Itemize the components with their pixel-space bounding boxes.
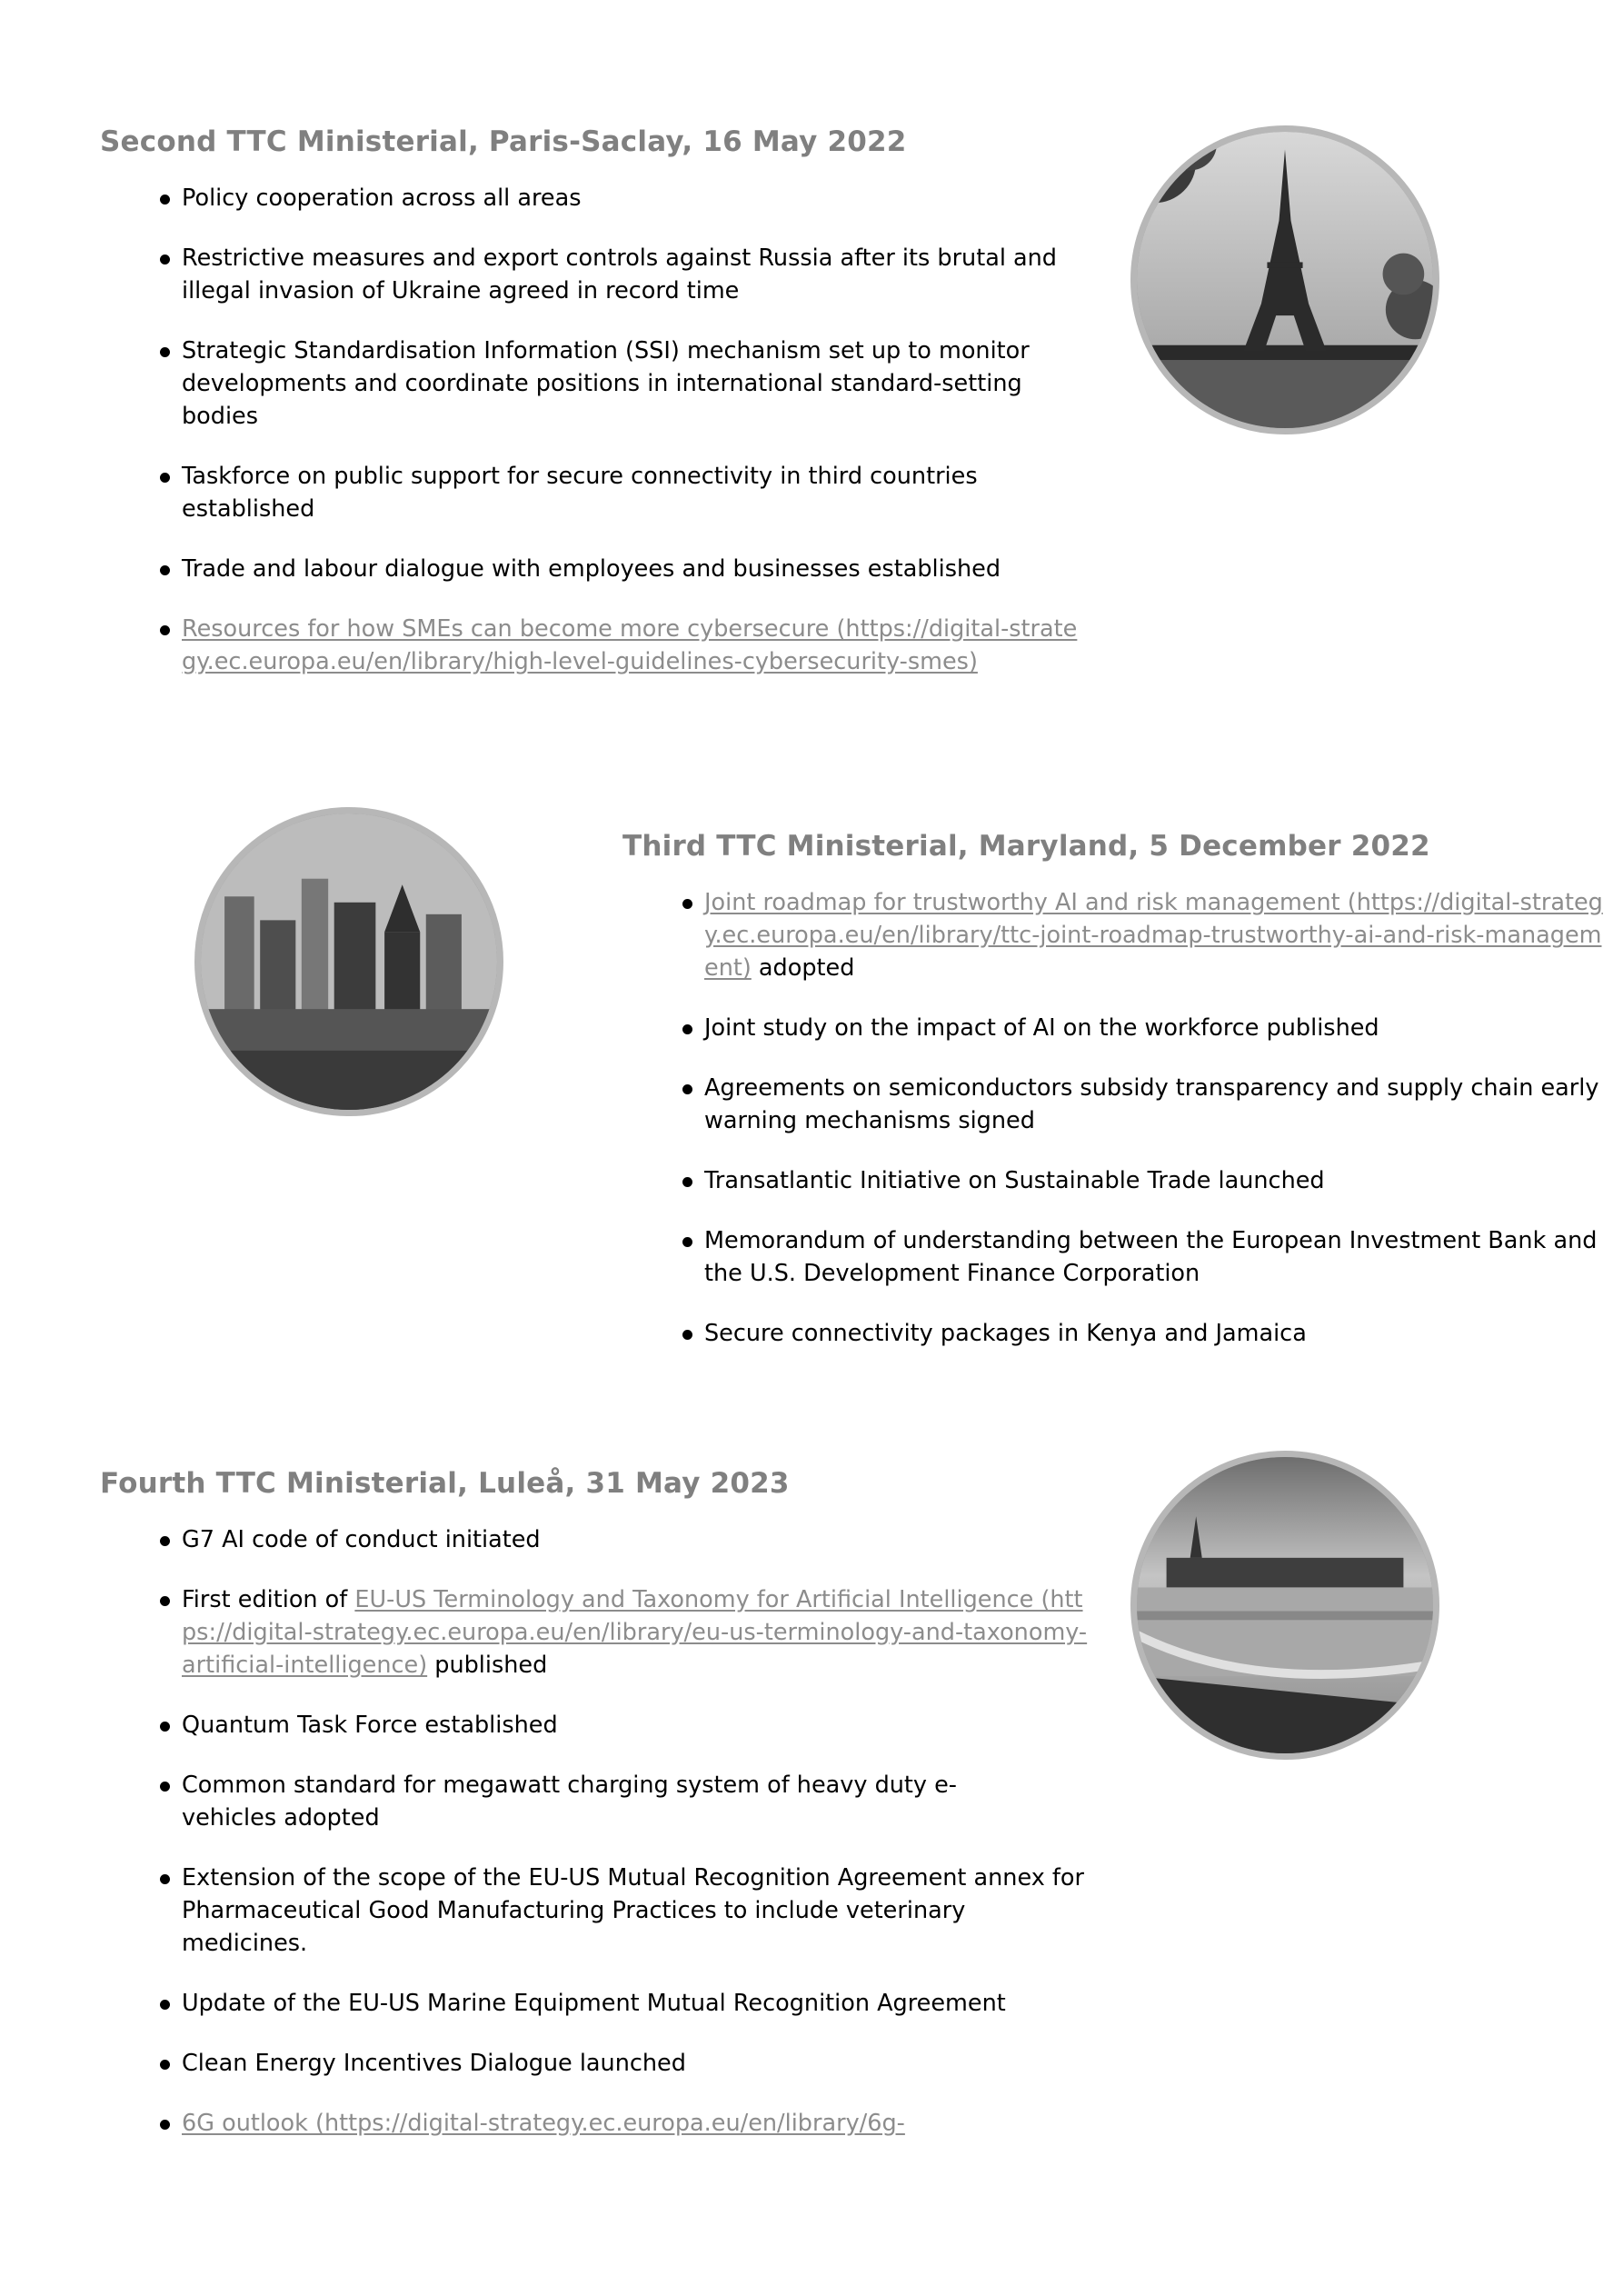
baltimore-skyline-photo (194, 807, 503, 1116)
list-item (622, 886, 1613, 984)
list-item (622, 1012, 1613, 1044)
item-text-suffix: adopted (751, 954, 855, 982)
item-text: Quantum Task Force established (182, 1712, 558, 1739)
item-text: Policy cooperation across all areas (182, 185, 582, 212)
list-item (100, 1862, 1090, 1960)
section-heading: Fourth TTC Ministerial, Luleå, 31 May 2023 (100, 1467, 790, 1500)
item-text: Agreements on semiconductors subsidy transparency and supply chain early warning mechanisms signed (704, 1074, 1599, 1134)
terminology-link[interactable]: EU-US Terminology and Taxonomy for Artificial Intelligence (https://digital-strategy.ec.europa.eu/en/library/eu-us-terminology-and-taxonomy-artificial-intelligence) (182, 1586, 1088, 1679)
eiffel-tower-photo (1130, 125, 1439, 434)
list-item (622, 1164, 1613, 1197)
list-item (100, 1987, 1090, 2020)
item-text: Update of the EU-US Marine Equipment Mutual Recognition Agreement (182, 1990, 1006, 2017)
list-item (100, 1523, 1090, 1556)
list-item (100, 553, 1090, 585)
item-text: Restrictive measures and export controls against Russia after its brutal and illegal invasion of Ukraine agreed in record time (182, 245, 1057, 304)
list-item (622, 1224, 1613, 1290)
bullet-list (100, 1523, 1088, 2140)
item-text: Extension of the scope of the EU-US Mutual Recognition Agreement annex for Pharmaceutical Good Manufacturing Practices to include veterinary medicines. (182, 1864, 1084, 1957)
list-item (100, 1583, 1090, 1682)
item-text: Strategic Standardisation Information (SSI) mechanism set up to monitor developments and coordinate positions in international standard-setting bodies (182, 337, 1030, 430)
item-text: Joint study on the impact of AI on the workforce published (704, 1014, 1379, 1042)
list-item (100, 613, 1090, 678)
item-text: Clean Energy Incentives Dialogue launched (182, 2050, 686, 2077)
section-third-ttc (622, 828, 1603, 1377)
list-item (100, 1769, 1018, 1834)
section-heading: Second TTC Ministerial, Paris-Saclay, 16 May 2022 (100, 125, 907, 158)
list-item (100, 460, 1090, 525)
section-fourth-ttc (100, 1465, 1088, 2167)
resource-link[interactable]: Resources for how SMEs can become more cybersecure (https://digital-strategy.ec.europa.eu/en/library/high-level-guidelines-cybersecurity-smes) (182, 615, 1078, 675)
item-text: Common standard for megawatt charging system of heavy duty e-vehicles adopted (182, 1772, 958, 1832)
item-text: Taskforce on public support for secure connectivity in third countries established (182, 463, 978, 523)
item-text: Trade and labour dialogue with employees and businesses established (182, 555, 1001, 583)
item-text-prefix: First edition of (182, 1586, 355, 1613)
list-item (100, 182, 1090, 215)
bullet-list (622, 886, 1603, 1350)
list-item (100, 1709, 1090, 1742)
list-item (622, 1317, 1613, 1350)
lulea-harbour-photo (1130, 1451, 1439, 1760)
item-text: Transatlantic Initiative on Sustainable Trade launched (704, 1167, 1325, 1194)
list-item (100, 334, 1090, 433)
item-text-suffix: published (427, 1652, 548, 1679)
list-item (622, 1072, 1613, 1137)
6g-outlook-link[interactable]: 6G outlook (https://digital-strategy.ec.europa.eu/en/library/6g- (182, 2110, 905, 2137)
item-text: Memorandum of understanding between the European Investment Bank and the U.S. Development Finance Corporation (704, 1227, 1598, 1287)
list-item (100, 242, 1090, 307)
section-heading: Third TTC Ministerial, Maryland, 5 December 2022 (622, 830, 1430, 863)
list-item (100, 2047, 1090, 2080)
ai-roadmap-link[interactable]: Joint roadmap for trustworthy AI and risk management (https://digital-strategy.ec.europa.eu/en/library/ttc-joint-roadmap-trustworthy-ai-and-risk-management) (704, 889, 1603, 982)
section-second-ttc (100, 124, 1078, 705)
list-item (100, 2107, 1090, 2140)
bullet-list (100, 182, 1078, 678)
item-text: Secure connectivity packages in Kenya and Jamaica (704, 1320, 1307, 1347)
item-text: G7 AI code of conduct initiated (182, 1526, 541, 1553)
